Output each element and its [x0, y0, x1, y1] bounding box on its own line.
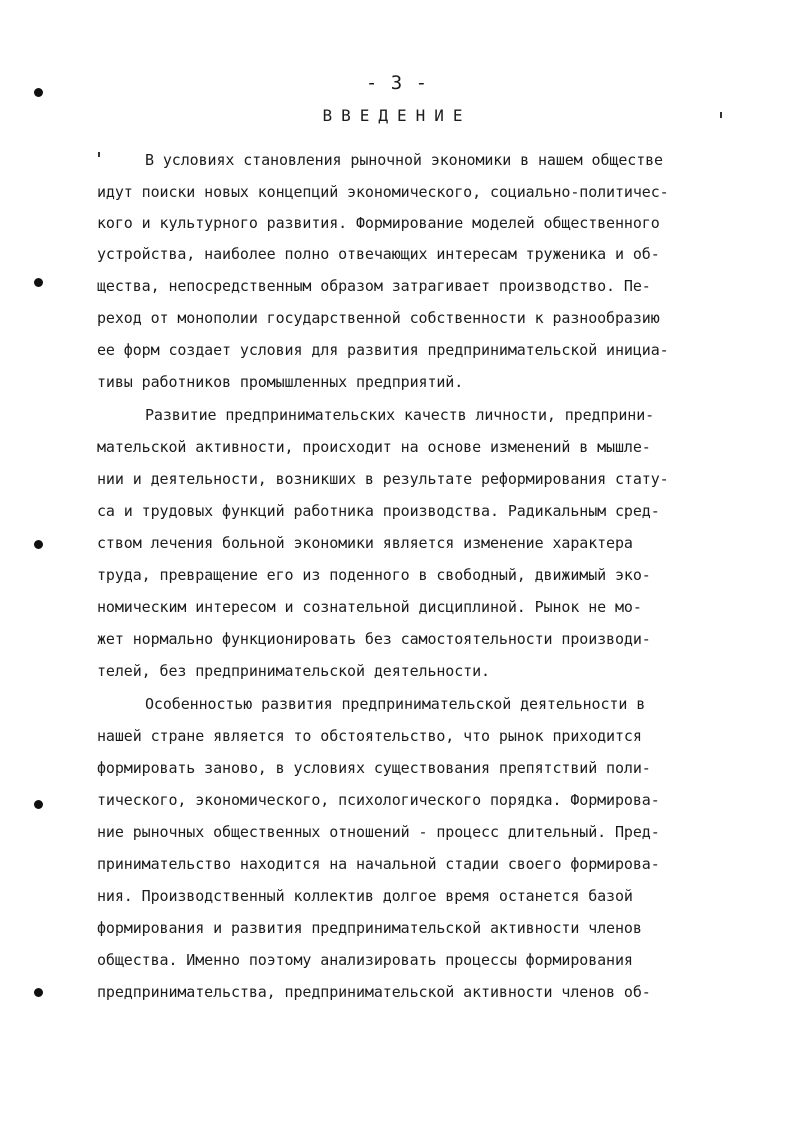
- text-line: В условиях становления рыночной экономики в нашем обществе: [145, 151, 663, 169]
- text-line: кого и культурного развития. Формирование моделей общественного: [97, 214, 660, 232]
- text-line: телей, без предпринимательской деятельности.: [97, 662, 490, 680]
- text-line: мательской активности, происходит на основе изменений в мышле-: [97, 438, 651, 456]
- text-line: Развитие предпринимательских качеств личности, предприни-: [145, 406, 655, 424]
- binder-hole-mark: [34, 800, 43, 809]
- text-line: ее форм создает условия для развития предпринимательской инициа-: [97, 341, 669, 359]
- text-line: формирования и развития предпринимательской активности членов: [97, 919, 642, 937]
- text-line: общества. Именно поэтому анализировать процессы формирования: [97, 951, 633, 969]
- section-heading: ВВЕДЕНИЕ: [322, 106, 472, 125]
- text-line: жет нормально функционировать без самостоятельности производи-: [97, 630, 651, 648]
- text-line: Особенностью развития предпринимательской деятельности в: [145, 695, 646, 713]
- text-line: тического, экономического, психологического порядка. Формирова-: [97, 791, 660, 809]
- text-line: номическим интересом и сознательной дисциплиной. Рынок не мо-: [97, 598, 642, 616]
- text-line: ния. Производственный коллектив долгое время останется базой: [97, 887, 633, 905]
- page-number: - 3 -: [365, 72, 429, 94]
- text-line: тивы работников промышленных предприятий.: [97, 373, 464, 391]
- text-line: принимательство находится на начальной стадии своего формирова-: [97, 855, 660, 873]
- text-line: нашей стране является то обстоятельство, что рынок приходится: [97, 727, 642, 745]
- scan-speck: [98, 152, 100, 157]
- binder-hole-mark: [34, 988, 43, 997]
- text-line: ние рыночных общественных отношений - процесс длительный. Пред-: [97, 823, 660, 841]
- text-line: са и трудовых функций работника производства. Радикальным сред-: [97, 502, 660, 520]
- text-line: нии и деятельности, возникших в результате реформирования стату-: [97, 470, 669, 488]
- text-line: труда, превращение его из поденного в свободный, движимый эко-: [97, 566, 651, 584]
- binder-hole-mark: [34, 540, 43, 549]
- text-line: ством лечения больной экономики является изменение характера: [97, 534, 633, 552]
- text-line: щества, непосредственным образом затрагивает производство. Пе-: [97, 277, 651, 295]
- text-line: реход от монополии государственной собственности к разнообразию: [97, 309, 660, 327]
- text-line: формировать заново, в условиях существования препятствий поли-: [97, 759, 651, 777]
- text-line: предпринимательства, предпринимательской активности членов об-: [97, 983, 651, 1001]
- binder-hole-mark: [34, 278, 43, 287]
- text-line: идут поиски новых концепций экономического, социально-политичес-: [97, 183, 669, 201]
- text-line: устройства, наиболее полно отвечающих интересам труженика и об-: [97, 245, 660, 263]
